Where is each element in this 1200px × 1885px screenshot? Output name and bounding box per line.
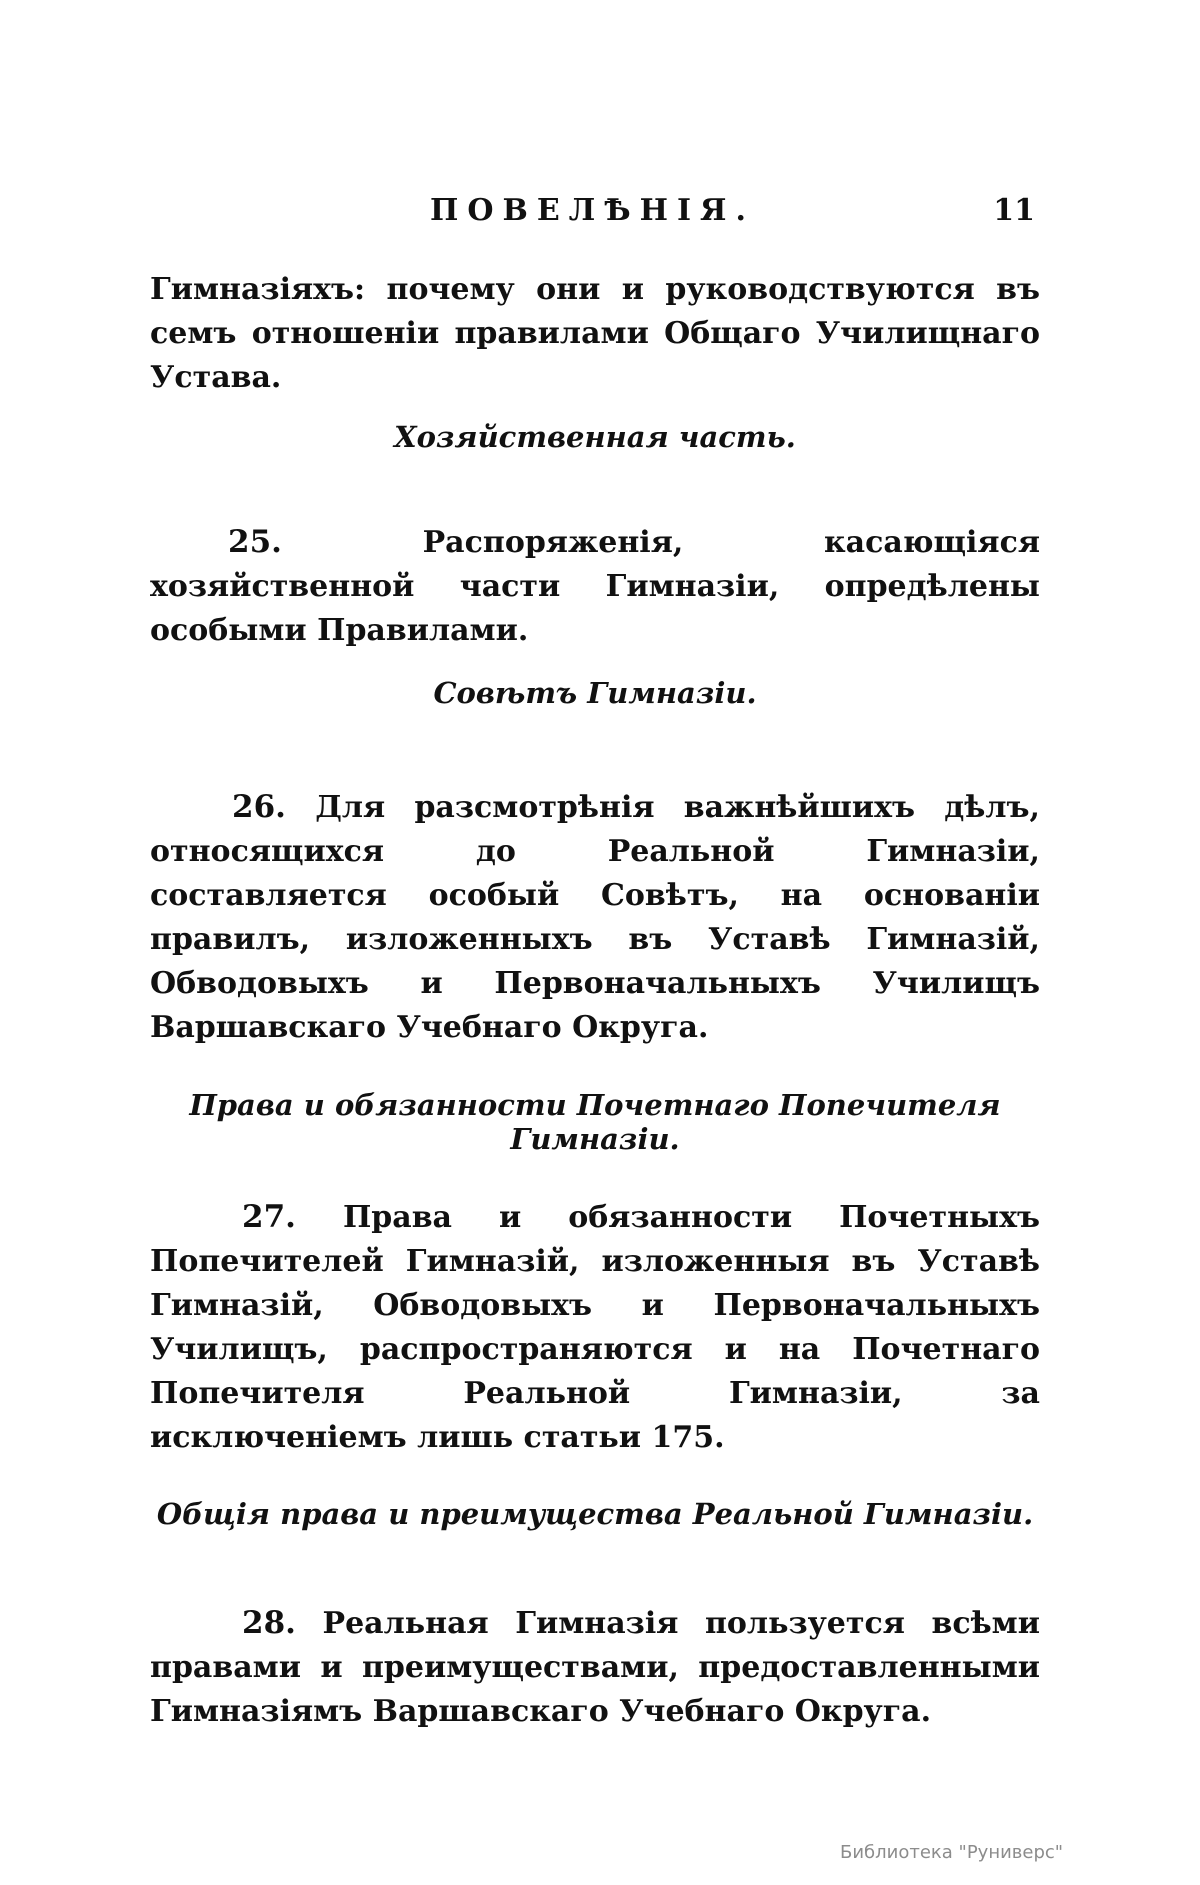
article-text: Для разсмотрѣнія важнѣйшихъ дѣлъ, относящихся до Реальной Гимназіи, составляется особый Совѣтъ, на основаніи правилъ, изложенныхъ въ Уставѣ Гимназій, Обводовыхъ и Первоначальныхъ Училищъ Варшавскаго Учебнаго Округа. xyxy=(150,790,1040,1045)
article-text: Распоряженія, касающіяся хозяйственной части Гимназіи, опредѣлены особыми Правилами. xyxy=(150,525,1040,648)
article-number: 28. xyxy=(242,1605,296,1641)
intro-paragraph: Гимназіяхъ: почему они и руководствуются въ семъ отношеніи правилами Общаго Училищнаго Устава. xyxy=(150,272,1040,395)
page-number: 11 xyxy=(993,193,1035,228)
article-number: 25. xyxy=(228,524,282,560)
article-number: 26. xyxy=(232,789,286,825)
article-26 xyxy=(150,785,1040,1050)
article-text: Права и обязанности Почетныхъ Попечителей Гимназій, изложенныя въ Уставѣ Гимназій, Обводовыхъ и Первоначальныхъ Училищъ, распространяются и на Почетнаго Попечителя Реальной Гимназіи, за исключеніемъ лишь статьи 175. xyxy=(150,1200,1040,1455)
running-title: ПОВЕЛѢНІЯ. xyxy=(430,193,755,228)
section-heading-trustee: Права и обязанности Почетнаго Попечителя Гимназіи. xyxy=(189,1088,1001,1156)
article-28 xyxy=(150,1601,1040,1734)
running-header xyxy=(150,193,1035,233)
section-heading-rights: Общія права и преимущества Реальной Гимназіи. xyxy=(156,1497,1034,1531)
article-25 xyxy=(150,520,1040,653)
library-watermark: Библиотека "Руниверс" xyxy=(840,1842,1064,1863)
article-number: 27. xyxy=(242,1199,296,1235)
article-text: Реальная Гимназія пользуется всѣми правами и преимуществами, предоставленными Гимназіямъ Варшавскаго Учебнаго Округа. xyxy=(150,1606,1040,1729)
article-27 xyxy=(150,1195,1040,1460)
section-heading-economy: Хозяйственная часть. xyxy=(394,420,796,454)
section-heading-council: Совѣтъ Гимназіи. xyxy=(433,676,757,710)
